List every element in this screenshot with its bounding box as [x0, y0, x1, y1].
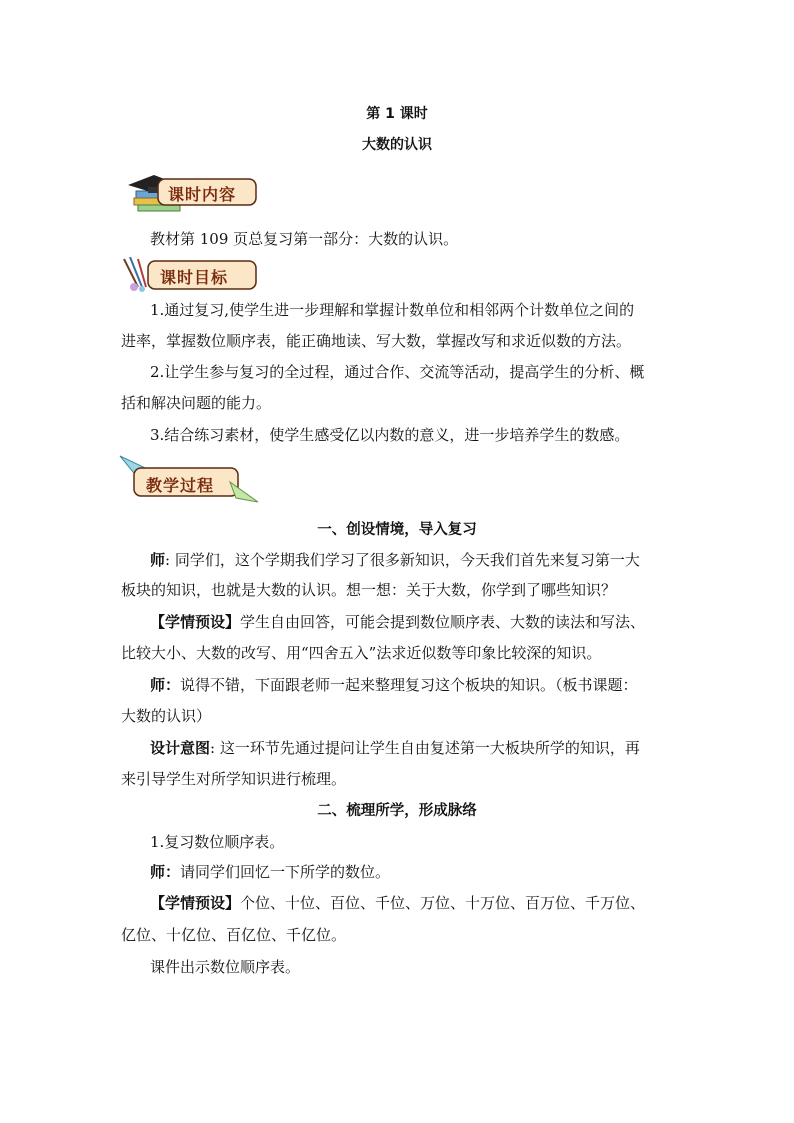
s1-para-1-speaker: 师	[150, 551, 166, 569]
s1-para-4-line-2: 来引导学生对所学知识进行梳理。	[121, 770, 347, 788]
s1-para-4-tag: 设计意图	[150, 739, 211, 757]
s1-para-3-line-2: 大数的认识）	[121, 707, 212, 725]
section-2-heading: 二、梳理所学，形成脉络	[317, 803, 477, 819]
banner-teaching-process	[118, 452, 263, 506]
s2-para-1-text: 请同学们回忆一下所学的数位。	[180, 863, 391, 881]
s1-para-4-text: : 这一环节先通过提问让学生自由复述第一大板块所学的知识，再	[210, 739, 640, 757]
lesson-number: 第 1 课时	[366, 106, 428, 122]
s2-para-2-text: 个位、十位、百位、千位、万位、十万位、百万位、千万位、	[240, 894, 646, 912]
s2-para-3: 课件出示数位顺序表。	[150, 958, 301, 976]
s1-para-2-text: 学生自由回答，可能会提到数位顺序表、大数的读法和写法、	[240, 613, 646, 631]
content-text: 教材第 109 页总复习第一部分：大数的认识。	[150, 230, 459, 248]
goal-3-line-1: 3.结合练习素材，使学生感受亿以内数的意义，进一步培养学生的数感。	[150, 426, 630, 444]
banner-teaching-process-label: 教学过程	[146, 476, 215, 495]
goal-1-line-2: 进率，掌握数位顺序表，能正确地读、写大数，掌握改写和求近似数的方法。	[121, 332, 632, 350]
lesson-title: 大数的认识	[362, 137, 432, 153]
s1-para-3-speaker: 师：	[150, 676, 181, 694]
s1-para-2-line-2: 比较大小、大数的改写、用“四舍五入”法求近似数等印象比较深的知识。	[121, 644, 602, 662]
s2-para-2-tag: 【学情预设】	[150, 894, 241, 912]
s1-para-1-line-1	[150, 550, 681, 570]
s2-para-1	[150, 862, 681, 882]
goal-2-line-2: 括和解决问题的能力。	[121, 394, 272, 412]
s1-para-4-line-1	[150, 738, 681, 758]
banner-lesson-goals-label: 课时目标	[160, 268, 229, 287]
s2-item-1: 1.复习数位顺序表。	[150, 833, 285, 851]
banner-lesson-content-label: 课时内容	[168, 185, 237, 204]
s2-para-2-line-2: 亿位、十亿位、百亿位、千亿位。	[121, 926, 347, 944]
banner-lesson-content	[120, 171, 260, 213]
s1-para-2-line-1	[150, 612, 681, 632]
s1-para-3-text: 说得不错，下面跟老师一起来整理复习这个板块的知识。（板书课题：	[180, 676, 638, 694]
goal-2-line-1: 2.让学生参与复习的全过程，通过合作、交流等活动，提高学生的分析、概	[150, 363, 645, 381]
s1-para-1-text: : 同学们，这个学期我们学习了很多新知识，今天我们首先来复习第一大	[165, 551, 640, 569]
goal-1-line-1: 1.通过复习,使学生进一步理解和掌握计数单位和相邻两个计数单位之间的	[150, 301, 635, 319]
banner-lesson-goals	[120, 257, 260, 295]
s1-para-3-line-1	[150, 675, 681, 695]
s2-para-1-speaker: 师：	[150, 863, 181, 881]
s2-para-2-line-1	[150, 893, 681, 913]
s1-para-1-line-2: 板块的知识，也就是大数的认识。想一想：关于大数，你学到了哪些知识？	[121, 581, 617, 599]
section-1-heading: 一、创设情境，导入复习	[317, 522, 477, 538]
s1-para-2-tag: 【学情预设】	[150, 613, 241, 631]
